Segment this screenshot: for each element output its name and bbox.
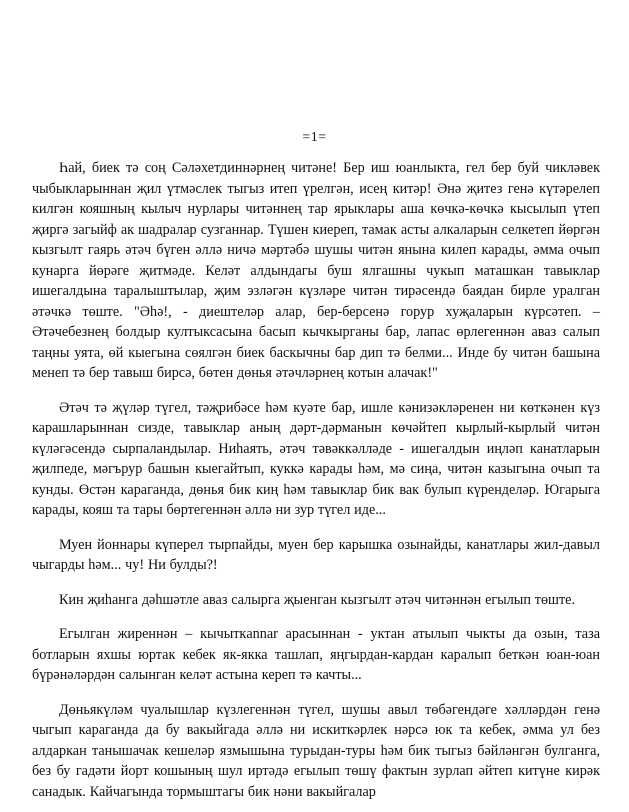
paragraph-1: Һай, биек тә соң Сәләхетдиннәрнең читәне! Бер иш юанлыкта, гел бер буй чикләвек чыбыкларыннан җил үтмәслек тыгыз итеп үрелгән, исең китәр! Әнә җитез генә күтәрелеп килгән кояшның кылыч нурлары читәннең тар ярыклары аша көчкә-көчкә кысылып үтеп җиргә загыйф ак шадралар сузганнар. Түшен киереп, тамак асты алкаларын селкетеп йөргән кызгылт гаярь әтәч бүген әллә ничә мәртәбә шушы читән янына килеп карады, әмма очып кунарга йөрәге җитмәде. Келәт алдындагы буш ялгашны чукып маташкан тавыклар ишегалдына таралыштылар, җим эзләгән күзләре читән тирәсендә баядан бирле уралган әтәчкә төште. "Әһә!, - диештеләр алар, бер-берсенә горур хуҗаларын күрсәтеп. – Әтәчебезнең болдыр култыксасына басып кычкырганы бар, лапас өрлегеннән аваз салып таңны уята, өй кыегына сөялгән биек баскычны бар дип тә белми... Инде бу читән башына менеп тә бер тавыш бирсә, бөтен дөнья әтәчләрнең котын алачак!" <box>32 160 600 381</box>
paragraph-5: Егылган жиреннән – кычыткannar арасыннан - уктан атылып чыкты да озын, таза ботларын яхшы юртак кебек як-якка ташлап, яңгырдан-кардан каралып беткән юан-юан бүрәнәләрдән салынган келәт астына кереп тә качты... <box>32 626 600 683</box>
paragraph-2: Әтәч тә җүләр түгел, тәҗрибәсе һәм куәте бар, ишле кәнизәкләренен ни көткәнен күз карашларыннан сизде, тавыклар аның дәрт-дәрманын көчәйтеп кырлый-кырлый читән күләгәсендә сырпаландылар. Ниһаять, әтәч тәвәккәлләде - ишегалдын иңләп канатларын җилпеде, мәгърур башын кыегайтып, куккә карады һәм, мә сиңа, читән казыгына очып та кунды. Өстән караганда, дөнья бик киң һәм тавыклар бик вак булып күренделәр. Югарыга карады, кояш та тары бөртегеннән әллә ни зур түгел иде... <box>32 399 600 518</box>
document-body <box>32 158 600 812</box>
paragraph-6: Дөньякүләм чуалышлар күзлегеннән түгел, шушы авыл төбәгендәге хәлләрдән генә чыгып караганда да бу вакыйгада әллә ни искиткәрлек нәрсә юк та кебек, әмма ул без алдаркан танышачак кешеләр язмышына турыдан-туры һәм бик тыгыз бәйләнгән булганга, без бу гадәти йорт кошының шул иртәдә егылып төшү фактын зурлап әйтеп китүне кирәк санадык. Кайчагында тормыштагы бик нәни вакыйгалар <box>32 701 600 800</box>
paragraph-3: Муен йоннары күперел тырпайды, муен бер карышка озынайды, канатлары жил-давыл чыгарды һәм... чу! Ни булды?! <box>32 536 600 573</box>
page-number: =1= <box>302 130 327 145</box>
paragraph-4: Кин җиһанга дәһшәтле аваз салырга җыенган кызгылт әтәч читәннән егылып төште. <box>59 591 576 608</box>
